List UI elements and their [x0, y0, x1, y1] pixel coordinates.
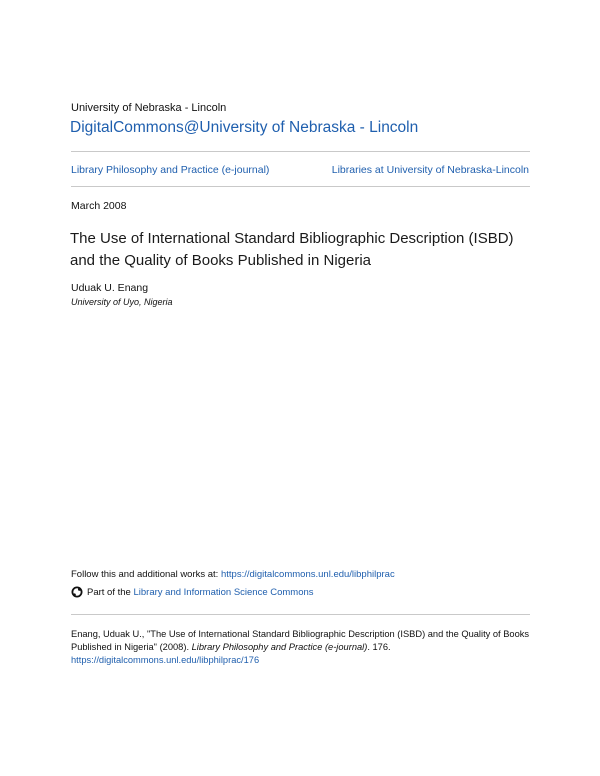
- commons-link[interactable]: Library and Information Science Commons: [133, 586, 314, 598]
- repository-link[interactable]: DigitalCommons@University of Nebraska - Lincoln: [70, 119, 419, 136]
- follow-line: [71, 569, 395, 580]
- citation-journal: Library Philosophy and Practice (e-journal): [191, 642, 368, 652]
- institution-name: University of Nebraska - Lincoln: [71, 102, 227, 114]
- author-affiliation: University of Uyo, Nigeria: [71, 297, 173, 307]
- libraries-link[interactable]: Libraries at University of Nebraska-Lincoln: [331, 164, 529, 176]
- author-name: Uduak U. Enang: [71, 282, 149, 294]
- recommended-citation: [71, 628, 533, 667]
- follow-url-link[interactable]: https://digitalcommons.unl.edu/libphilprac: [220, 569, 395, 580]
- citation-suffix: . 176.: [367, 642, 391, 652]
- follow-prefix: Follow this and additional works at:: [71, 569, 221, 580]
- citation-text: Enang, Uduak U., "The Use of International Standard Bibliographic Description (ISBD) and the Quality of Books Published in Nigeria" (2008).: [71, 629, 530, 652]
- partof-prefix: Part of the: [87, 586, 131, 598]
- article-title: The Use of International Standard Bibliographic Description (ISBD) and the Quality of Books Published in Nigeria: [70, 230, 514, 269]
- network-icon: [71, 586, 83, 598]
- partof-line: [71, 586, 314, 598]
- publication-date: March 2008: [71, 200, 127, 212]
- nav-divider: [71, 186, 530, 187]
- top-divider: [71, 151, 530, 152]
- citation-divider: [71, 614, 530, 615]
- journal-link[interactable]: Library Philosophy and Practice (e-journal): [71, 164, 270, 176]
- citation-url-link[interactable]: https://digitalcommons.unl.edu/libphilprac/176: [71, 655, 260, 665]
